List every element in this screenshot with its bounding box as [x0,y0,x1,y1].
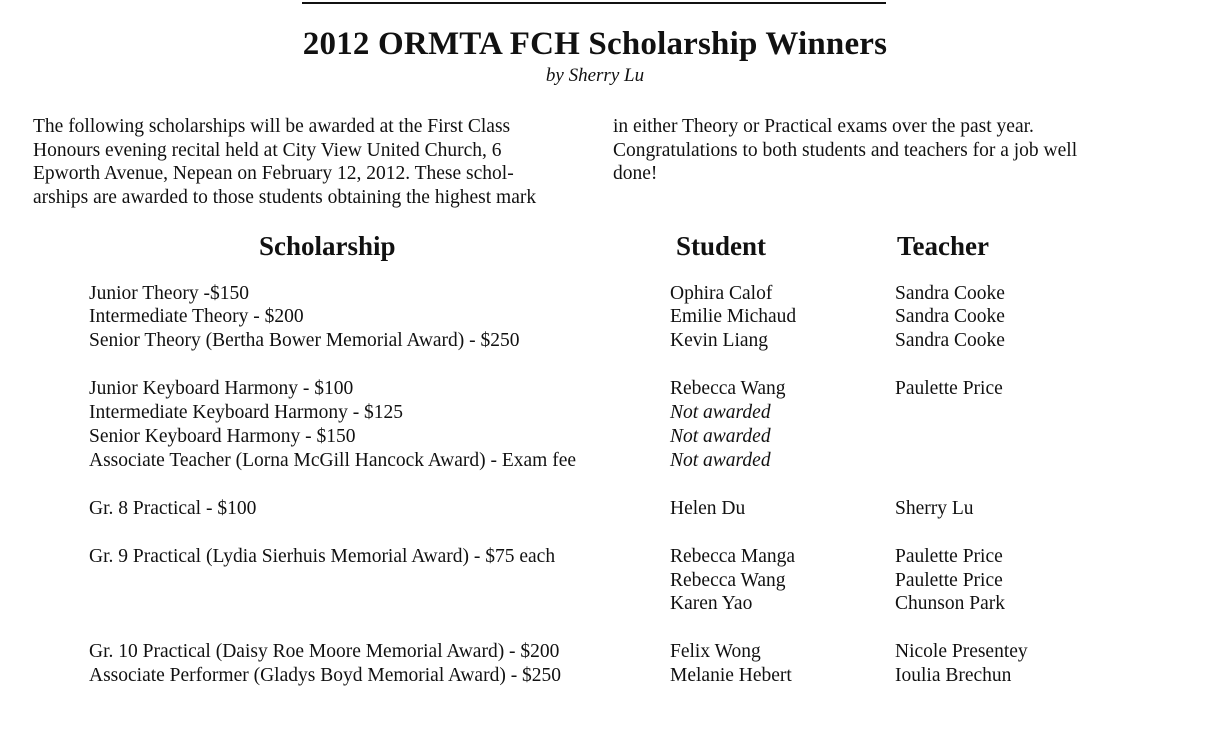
table-row [0,377,1211,401]
column-header-scholarship: Scholarship [259,231,396,261]
scholarship-cell: Junior Keyboard Harmony - $100 [89,378,354,399]
intro-paragraph-right [613,115,1077,186]
table-row [0,425,1211,449]
scholarship-cell: Gr. 9 Practical (Lydia Sierhuis Memorial Award) - $75 each [89,546,556,567]
table-row [0,545,1211,569]
teacher-cell: Ioulia Brechun [895,665,1012,686]
intro-line: done! [613,163,658,185]
page-title: 2012 ORMTA FCH Scholarship Winners [302,26,888,62]
student-cell: Not awarded [670,402,771,423]
table-row [0,640,1211,664]
student-cell: Not awarded [670,450,771,471]
table-row [0,664,1211,688]
student-cell: Kevin Liang [670,330,769,351]
table-row [0,449,1211,473]
scholarship-cell: Intermediate Keyboard Harmony - $125 [89,402,404,423]
student-cell: Ophira Calof [670,283,773,304]
scholarship-cell: Senior Theory (Bertha Bower Memorial Award) - $250 [89,330,520,351]
top-rule [302,2,886,4]
scholarship-cell: Associate Teacher (Lorna McGill Hancock Award) - Exam fee [89,450,577,471]
teacher-cell: Sandra Cooke [895,306,1005,327]
table-row [0,569,1211,593]
table-row [0,497,1211,521]
table-row [0,592,1211,616]
student-cell: Not awarded [670,426,771,447]
student-cell: Karen Yao [670,593,753,614]
teacher-cell: Chunson Park [895,593,1005,614]
scholarship-cell: Senior Keyboard Harmony - $150 [89,426,356,447]
table-row [0,401,1211,425]
student-cell: Rebecca Wang [670,378,786,399]
student-cell: Felix Wong [670,641,761,662]
intro-line: in either Theory or Practical exams over the past year. [613,116,1034,137]
scholarship-cell: Gr. 10 Practical (Daisy Roe Moore Memorial Award) - $200 [89,641,560,662]
student-cell: Rebecca Manga [670,546,796,567]
intro-paragraph-left [33,115,536,209]
student-cell: Helen Du [670,498,746,519]
intro-line: arships are awarded to those students obtaining the highest mark [33,186,537,208]
teacher-cell: Nicole Presentey [895,641,1028,662]
scholarship-cell: Associate Performer (Gladys Boyd Memorial Award) - $250 [89,665,562,686]
student-cell: Rebecca Wang [670,570,786,591]
teacher-cell: Paulette Price [895,570,1003,591]
intro-line: Honours evening recital held at City View United Church, 6 [33,139,502,161]
intro-line: Epworth Avenue, Nepean on February 12, 2012. These schol- [33,163,514,185]
table-row [0,329,1211,353]
scholarship-cell: Gr. 8 Practical - $100 [89,498,257,519]
teacher-cell: Paulette Price [895,546,1003,567]
teacher-cell: Paulette Price [895,378,1003,399]
scholarship-cell: Intermediate Theory - $200 [89,306,304,327]
scholarship-cell: Junior Theory -$150 [89,283,249,304]
student-cell: Emilie Michaud [670,306,797,327]
table-row [0,305,1211,329]
intro-line: The following scholarships will be awarded at the First Class [33,116,511,137]
student-cell: Melanie Hebert [670,665,792,686]
byline: by Sherry Lu [545,65,645,86]
intro-line: Congratulations to both students and teachers for a job well [613,139,1078,161]
teacher-cell: Sandra Cooke [895,283,1005,304]
column-header-teacher: Teacher [897,231,989,261]
teacher-cell: Sherry Lu [895,498,974,519]
column-header-student: Student [676,231,767,261]
table-row [0,282,1211,306]
teacher-cell: Sandra Cooke [895,330,1005,351]
